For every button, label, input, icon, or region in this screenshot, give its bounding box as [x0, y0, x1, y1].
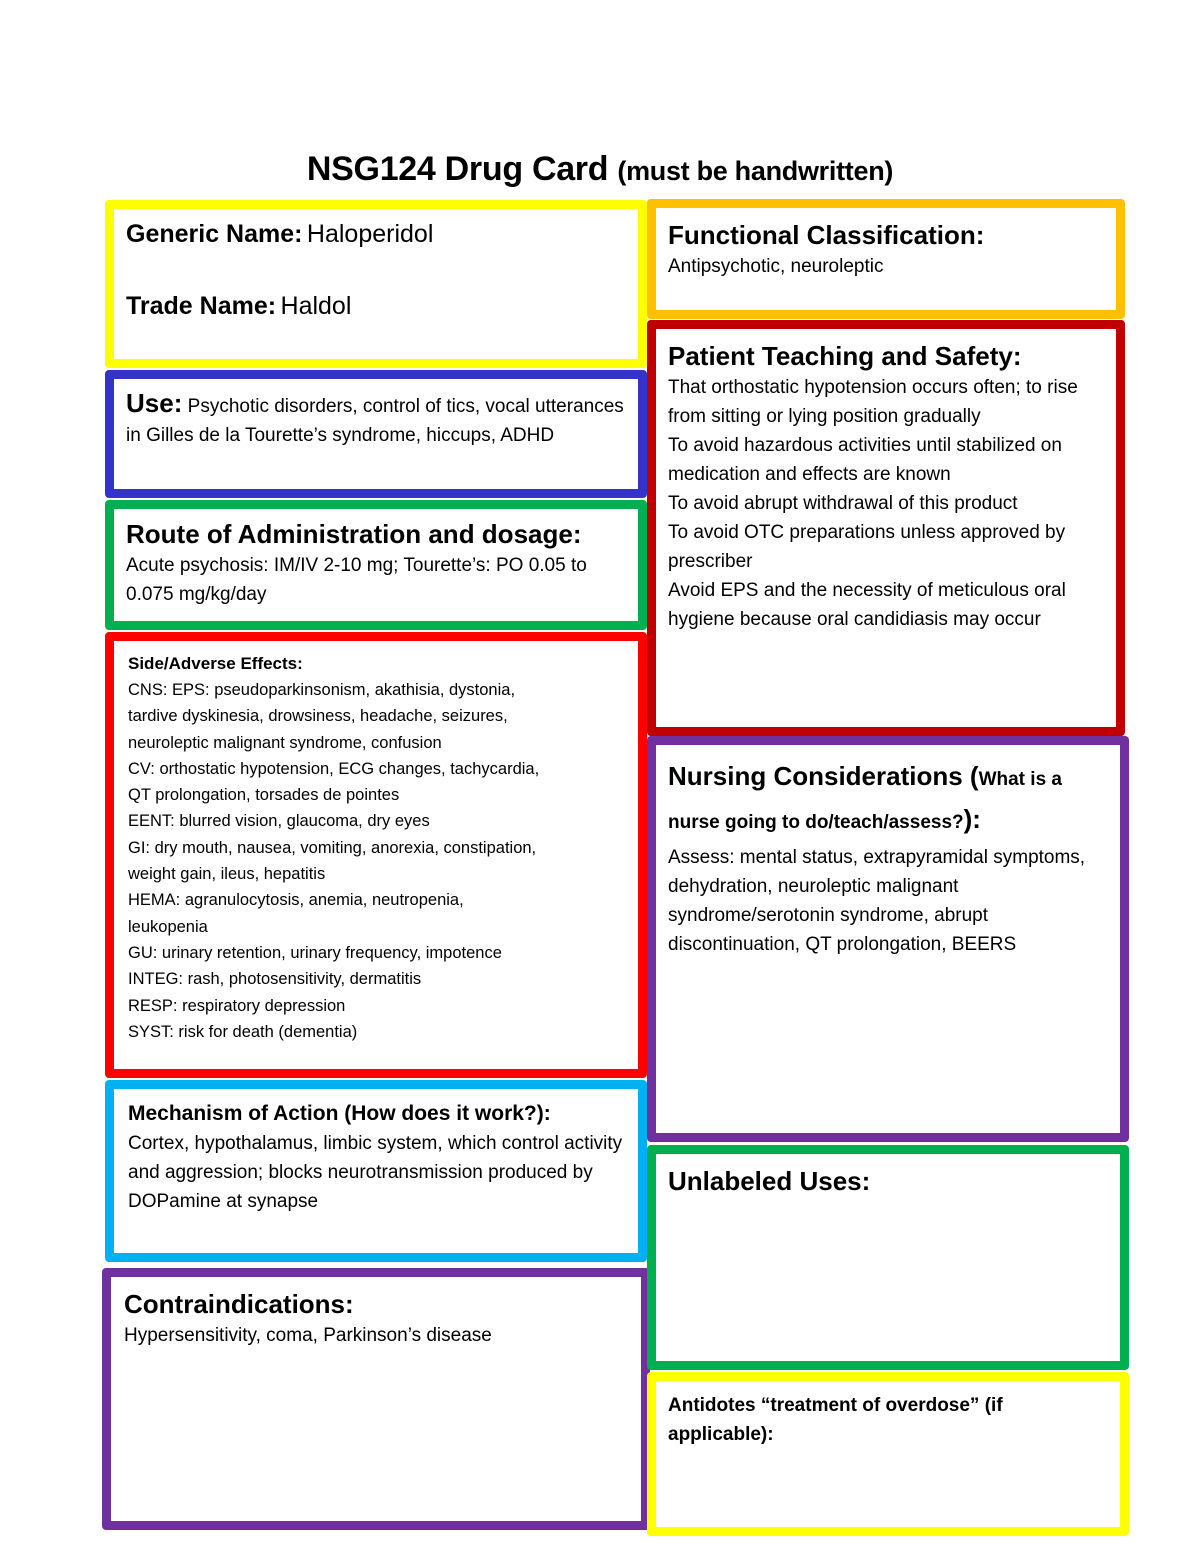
side-effects-box — [105, 632, 647, 1078]
side-effect-line: HEMA: agranulocytosis, anemia, neutropenia, — [128, 891, 464, 910]
nursing-box — [647, 736, 1129, 1142]
side-effect-line: QT prolongation, torsades de pointes — [128, 786, 400, 805]
use-box — [105, 370, 647, 498]
side-effect-line: RESP: respiratory depression — [128, 996, 346, 1015]
side-effect-line: GU: urinary retention, urinary frequency, impotence — [128, 943, 502, 962]
nursing-heading-end: ): — [963, 804, 981, 834]
route-box — [105, 500, 647, 630]
side-effect-line: SYST: risk for death (dementia) — [128, 1022, 358, 1041]
use-label: Use: — [126, 388, 183, 418]
antidotes-heading: Antidotes “treatment of overdose” (if applicable): — [668, 1395, 1003, 1445]
mechanism-box — [105, 1080, 647, 1262]
side-effect-line: CV: orthostatic hypotension, ECG changes, tachycardia, — [128, 759, 540, 778]
side-effect-line: neuroleptic malignant syndrome, confusion — [128, 733, 442, 752]
title-main: NSG124 Drug Card — [306, 150, 609, 188]
side-effect-line: INTEG: rash, photosensitivity, dermatitis — [128, 970, 422, 989]
teaching-item: To avoid hazardous activities until stabilized on medication and effects are known — [668, 435, 1062, 485]
side-effect-line: EENT: blurred vision, glaucoma, dry eyes — [128, 812, 430, 831]
route-heading: Route of Administration and dosage: — [126, 519, 582, 549]
functional-heading: Functional Classification: — [668, 220, 985, 250]
teaching-list — [668, 373, 1104, 634]
generic-name-label: Generic Name: — [126, 220, 303, 248]
contraindications-text: Hypersensitivity, coma, Parkinson’s disease — [124, 1325, 492, 1346]
side-effect-line: leukopenia — [128, 917, 208, 936]
unlabeled-box — [647, 1145, 1129, 1370]
teaching-box — [647, 320, 1125, 736]
nursing-heading-main: Nursing Considerations ( — [668, 761, 979, 791]
route-text: Acute psychosis: IM/IV 2-10 mg; Tourette’s: PO 0.05 to 0.075 mg/kg/day — [126, 555, 587, 605]
functional-box — [647, 199, 1125, 319]
teaching-heading: Patient Teaching and Safety: — [668, 341, 1022, 371]
side-effect-line: GI: dry mouth, nausea, vomiting, anorexia, constipation, — [128, 838, 537, 857]
side-effects-list — [128, 677, 624, 1045]
nursing-text: Assess: mental status, extrapyramidal symptoms, dehydration, neuroleptic malignant syndrome/serotonin syndrome, abrupt discontinuation, QT prolongation, BEERS — [668, 847, 1086, 955]
title-sub: (must be handwritten) — [617, 156, 894, 186]
generic-name-value: Haloperidol — [306, 220, 434, 248]
contraindications-heading: Contraindications: — [124, 1289, 354, 1319]
names-box — [105, 200, 647, 368]
side-effect-line: CNS: EPS: pseudoparkinsonism, akathisia, dystonia, — [128, 681, 516, 699]
teaching-item: That orthostatic hypotension occurs often; to rise from sitting or lying position gradually — [668, 377, 1078, 427]
functional-text: Antipsychotic, neuroleptic — [668, 256, 884, 277]
side-effects-heading: Side/Adverse Effects: — [128, 654, 303, 673]
trade-name-label: Trade Name: — [126, 292, 277, 320]
trade-name-value: Haldol — [280, 292, 352, 320]
mechanism-text: Cortex, hypothalamus, limbic system, which control activity and aggression; blocks neurotransmission produced by DOPamine at synapse — [128, 1133, 623, 1212]
side-effect-line: tardive dyskinesia, drowsiness, headache, seizures, — [128, 707, 508, 726]
contraindications-box — [102, 1268, 650, 1530]
page-title — [0, 150, 1200, 189]
teaching-item: To avoid abrupt withdrawal of this product — [668, 493, 1018, 514]
mechanism-heading: Mechanism of Action (How does it work?): — [128, 1102, 551, 1125]
side-effect-line: weight gain, ileus, hepatitis — [128, 865, 326, 884]
nursing-heading — [668, 757, 1108, 843]
teaching-item: To avoid OTC preparations unless approved by prescriber — [668, 522, 1066, 572]
use-text: Psychotic disorders, control of tics, vocal utterances in Gilles de la Tourette’s syndrome, hiccups, ADHD — [126, 396, 624, 446]
antidotes-box — [647, 1372, 1129, 1536]
unlabeled-heading: Unlabeled Uses: — [668, 1166, 871, 1196]
teaching-item: Avoid EPS and the necessity of meticulous oral hygiene because oral candidiasis may occur — [668, 580, 1066, 630]
nursing-heading-question: What is a nurse going to do/teach/assess? — [668, 769, 1062, 833]
